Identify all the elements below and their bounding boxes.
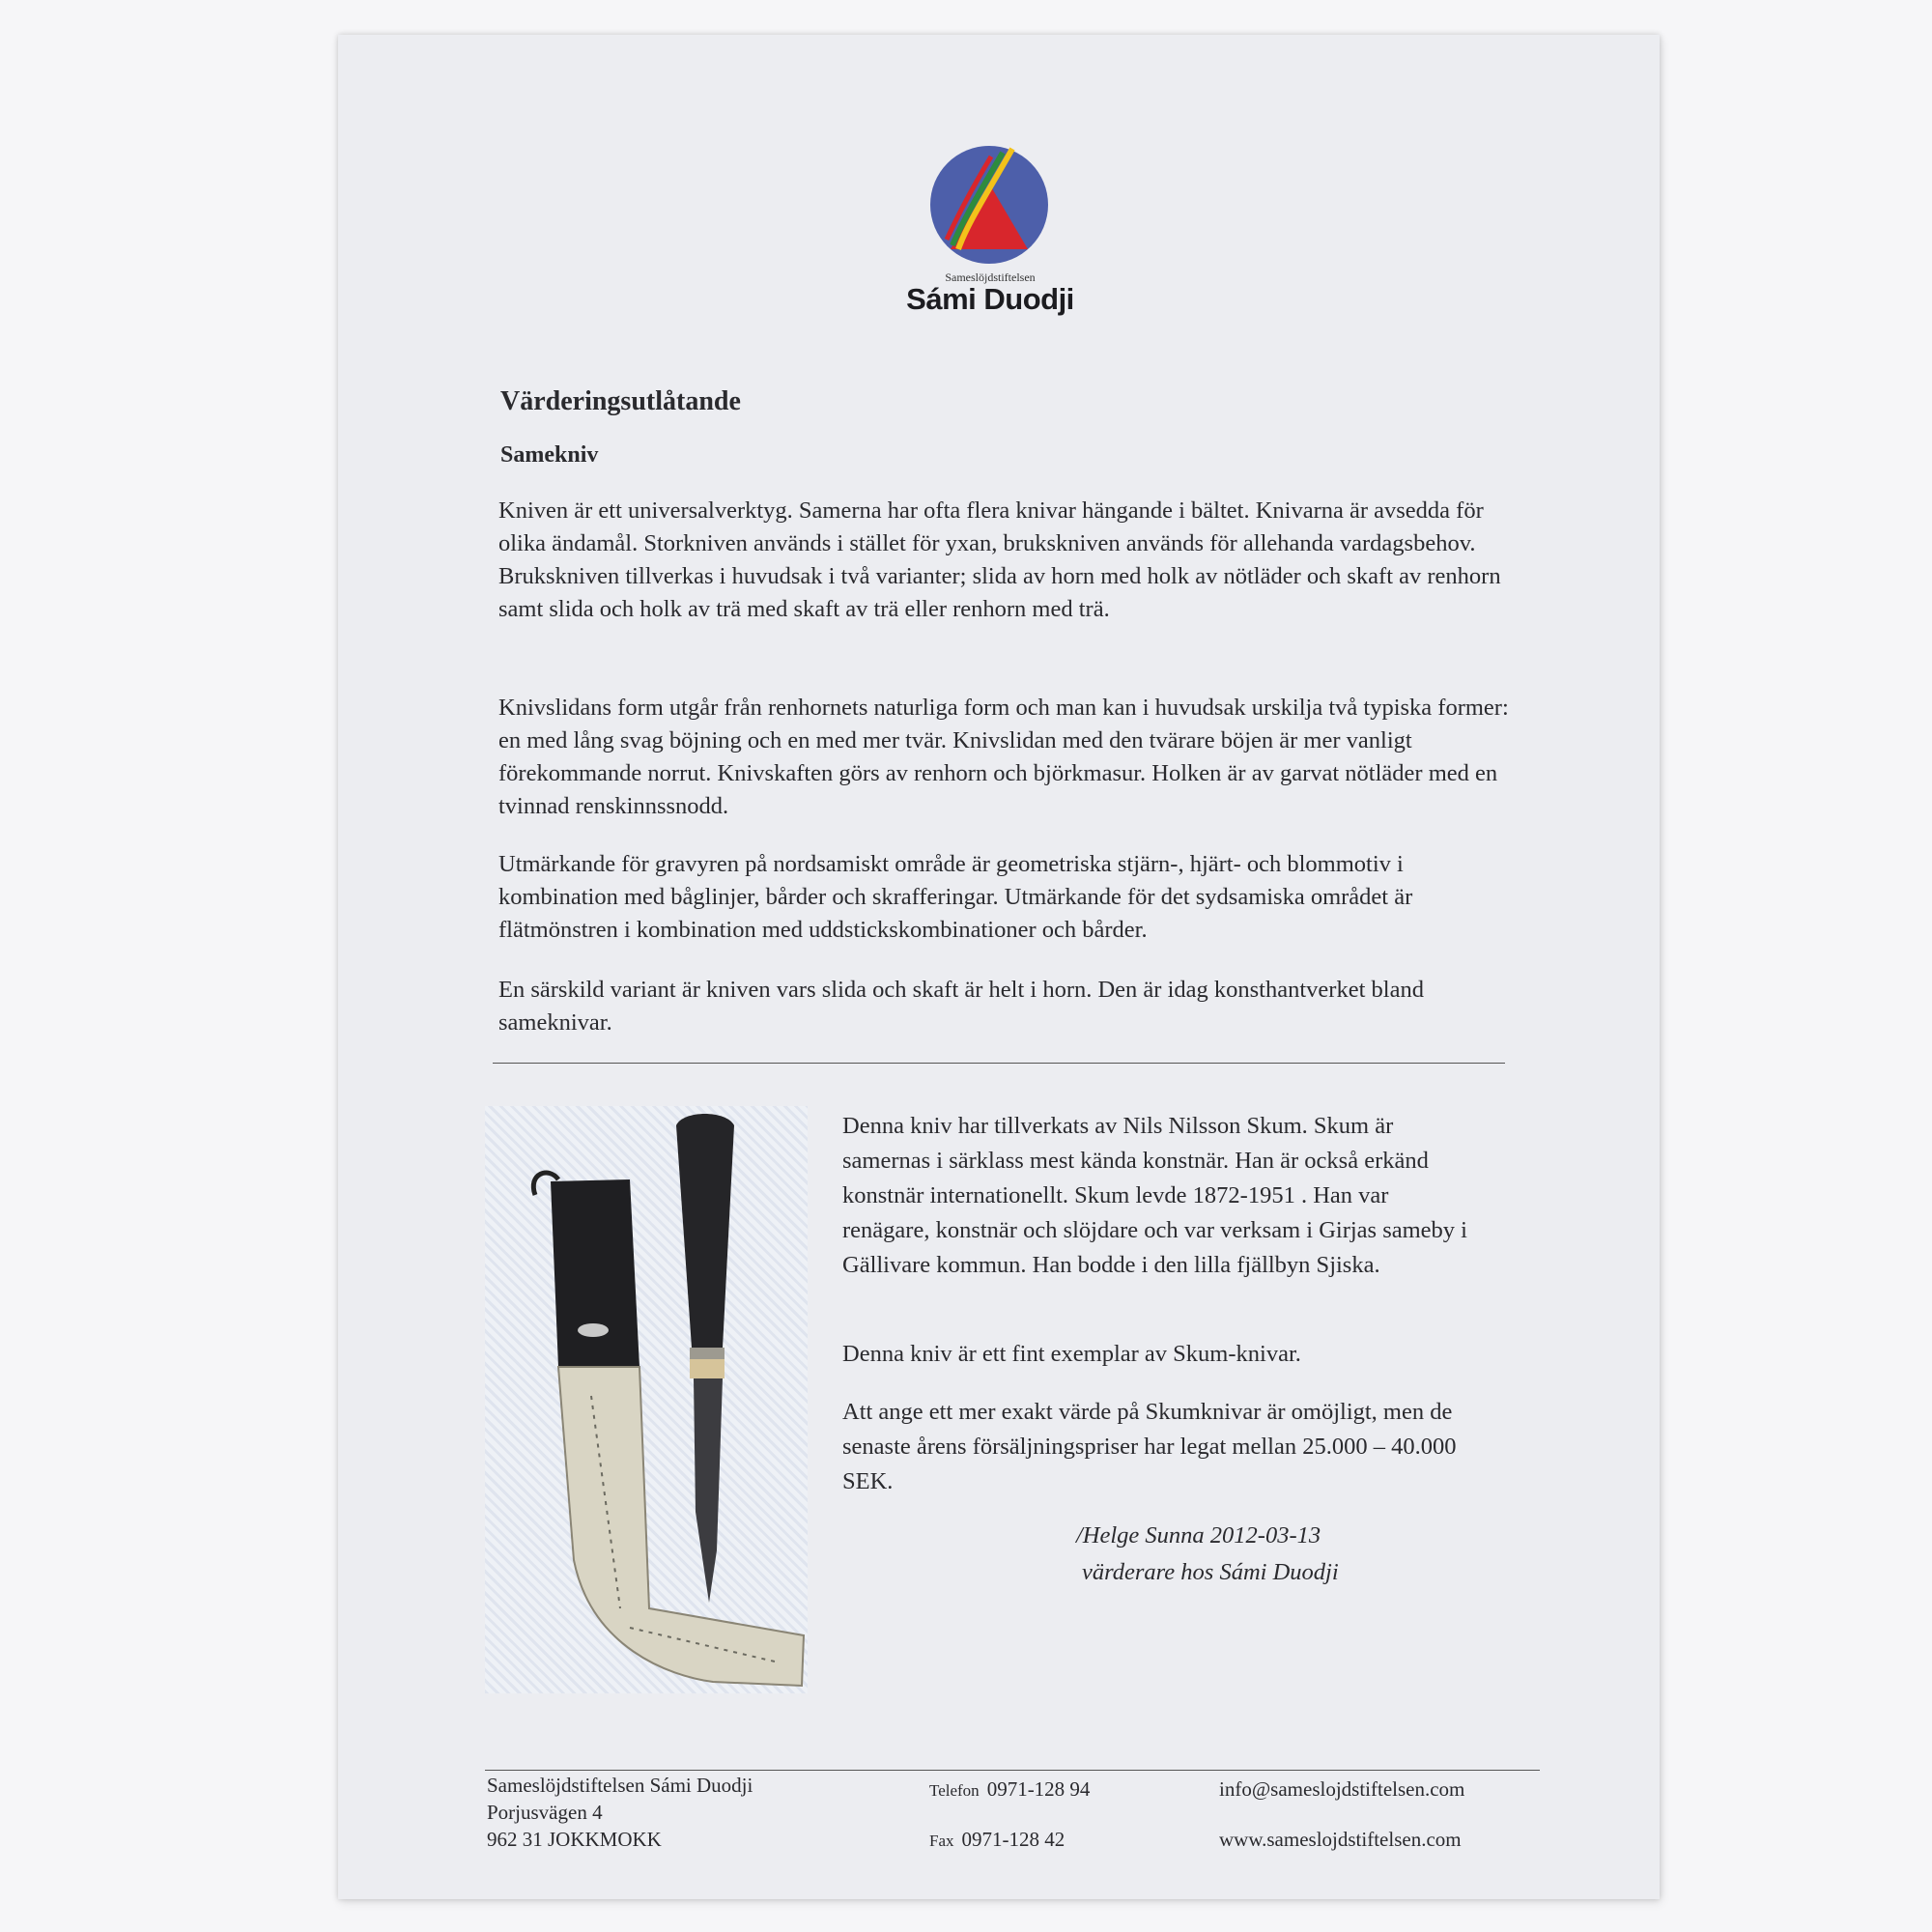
footer-postal: 962 31 JOKKMOKK [487,1828,662,1851]
sheath-leather-holk [551,1179,639,1367]
footer-divider [485,1770,1540,1771]
footer-email: info@sameslojdstiftelsen.com [1219,1777,1465,1801]
signature-name-date: /Helge Sunna 2012-03-13 [1076,1522,1321,1548]
fax-label: Fax [929,1832,954,1850]
footer-website: www.sameslojdstiftelsen.com [1219,1828,1462,1851]
horn-sheath [558,1367,804,1686]
fax-number: 0971-128 42 [961,1828,1065,1851]
paragraph-intro: Kniven är ett universalverktyg. Samerna har ofta flera knivar hängande i bältet. Knivarna är avsedda för olika ändamål. Storkniven används i stället för yxan, brukskniven används för allehanda vardagsbehov. Brukskniven tillverkas i huvudsak i två varianter; slida av horn med holk av nötläder och skaft av renhorn samt slida och holk av trä med skaft av trä eller renhorn med trä. [498,497,1501,622]
footer-street: Porjusvägen 4 [487,1801,603,1824]
handle-ring [690,1348,724,1359]
paragraph-specimen: Denna kniv är ett fint exemplar av Skum-knivar. [842,1341,1301,1367]
footer-fax [929,1826,1065,1855]
sheath-rivet [578,1323,609,1337]
paragraph-maker: Denna kniv har tillverkats av Nils Nilsson Skum. Skum är samernas i särklass mest kända konstnär. Han är också erkänd konstnär internationellt. Skum levde 1872-1951 . Han var renägare, konstnär och slöjdare och var verksam i Girjas sameby i Gällivare kommun. Han bodde i den lilla fjällbyn Sjiska. [842,1113,1467,1278]
document-title: Värderingsutlåtande [500,386,741,416]
knife-handle [676,1114,734,1348]
section-divider [493,1063,1505,1064]
phone-number: 0971-128 94 [986,1777,1091,1801]
signature-title: värderare hos Sámi Duodji [1082,1559,1339,1585]
document-subtitle: Samekniv [500,442,599,468]
paragraph-valuation: Att ange ett mer exakt värde på Skumknivar är omöjligt, men de senaste årens försäljningspriser har legat mellan 25.000 – 40.000 SEK. [842,1399,1457,1494]
knife-blade [694,1378,723,1603]
footer-address [487,1772,753,1853]
paragraph-sheath-form: Knivslidans form utgår från renhornets naturliga form och man kan i huvudsak urskilja två typiska former: en med lång svag böjning och en med mer tvär. Knivslidan med den tvärare böjen är mer vanligt förekommande norrut. Knivskaften görs av renhorn och björkmasur. Holken är av garvat nötläder med en tvinnad renskinnssnodd. [498,695,1509,819]
footer-org: Sameslöjdstiftelsen Sámi Duodji [487,1774,753,1797]
phone-label: Telefon [929,1781,980,1800]
handle-bolster [690,1359,724,1378]
paragraph-engraving: Utmärkande för gravyren på nordsamiskt område är geometriska stjärn-, hjärt- och blommotiv i kombination med båglinjer, bårder och skrafferingar. Utmärkande för det sydsamiska området är flätmönstren i kombination med uddstickskombinationer och bårder. [498,851,1413,943]
paragraph-horn-variant: En särskild variant är kniven vars slida och skaft är helt i horn. Den är idag konsthantverket bland sameknivar. [498,977,1424,1036]
footer-phone [929,1776,1090,1804]
logo-brand-name: Sámi Duodji [906,282,1074,316]
logo-small-text: Sameslöjdstiftelsen [945,270,1036,284]
sami-duodji-logo [929,145,1049,265]
knife-photo [485,1106,808,1693]
